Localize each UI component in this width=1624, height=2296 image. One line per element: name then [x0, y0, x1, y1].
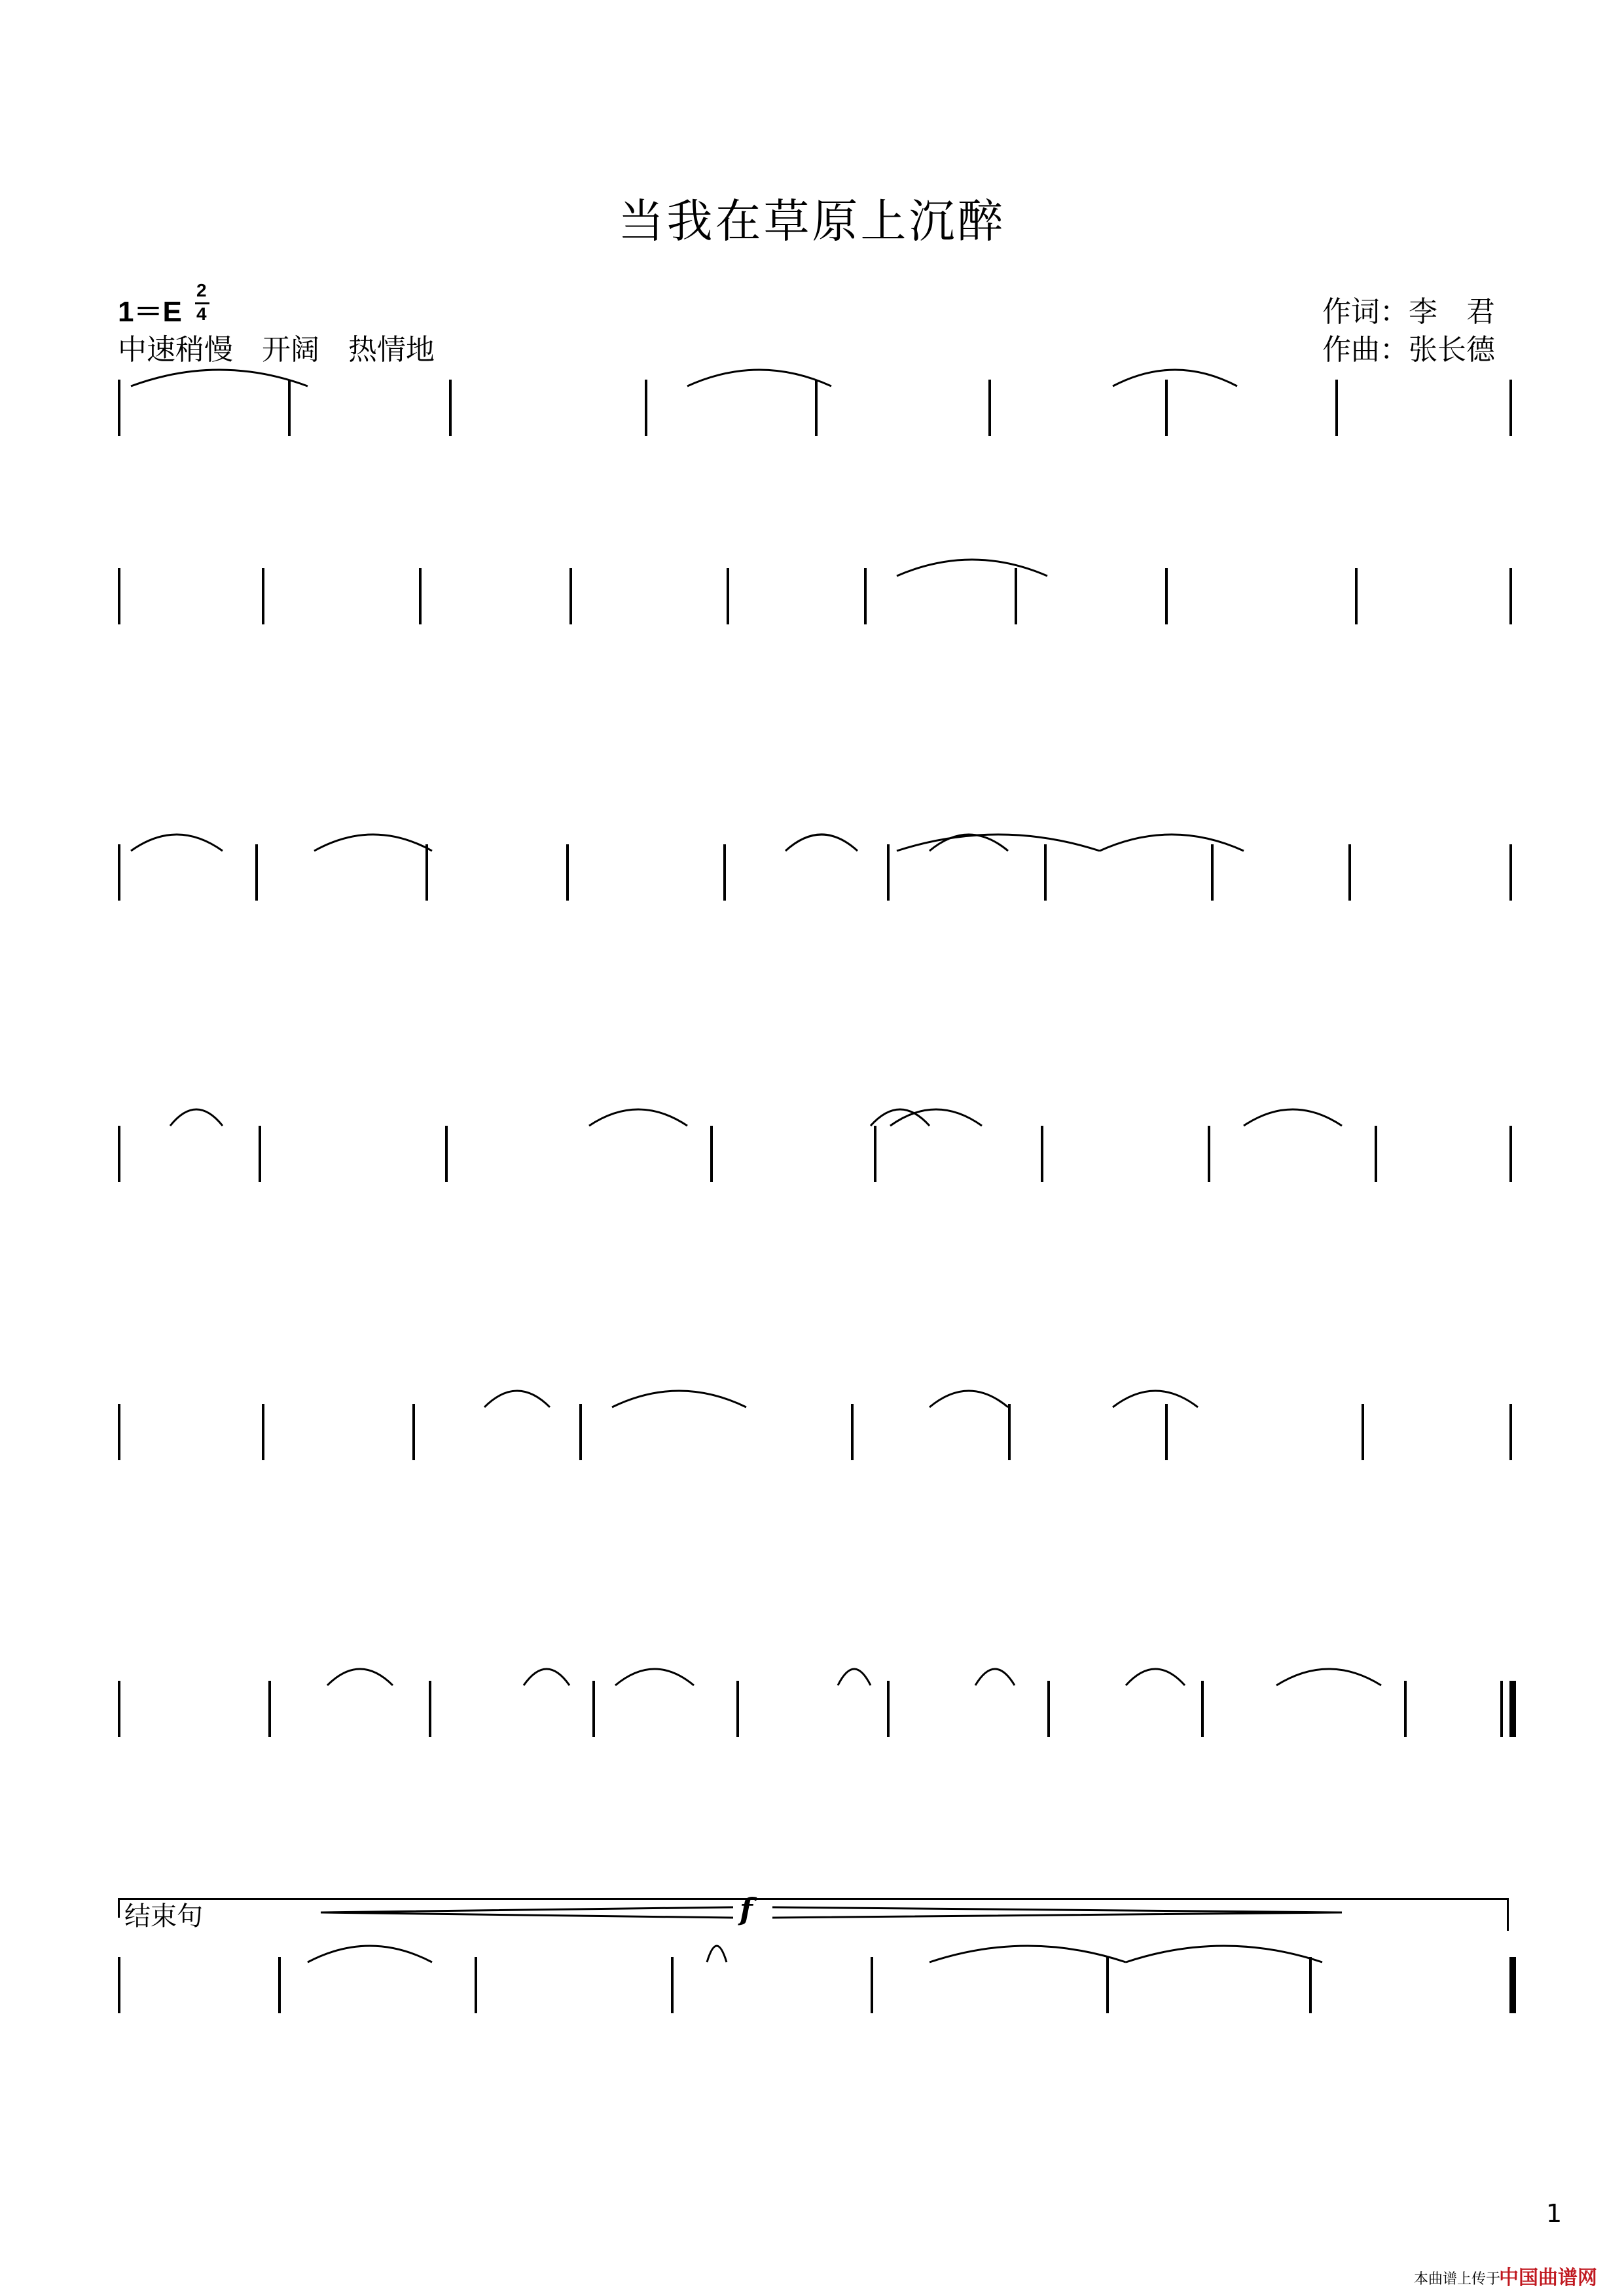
- bar-line: [671, 1957, 674, 2013]
- footer-text: 本曲谱上传于: [1414, 2271, 1501, 2287]
- lyricist-credit: 作词：李 君: [1322, 295, 1495, 329]
- page-number: 1: [1546, 2199, 1562, 2228]
- bar-line: [645, 380, 647, 436]
- bar-line: [429, 1681, 431, 1737]
- bar-line: [118, 380, 120, 436]
- bar-line: [815, 380, 818, 436]
- bar-line: [1335, 380, 1338, 436]
- bar-line: [259, 1126, 261, 1182]
- bar-line: [1509, 844, 1512, 901]
- time-signature-bottom: 4: [196, 304, 207, 324]
- bar-line: [1211, 844, 1214, 901]
- bar-line: [1165, 1404, 1168, 1460]
- bar-line: [1355, 568, 1358, 624]
- bar-line: [288, 380, 291, 436]
- footer-logo: 中国曲谱网: [1499, 2267, 1597, 2289]
- bar-line: [118, 568, 120, 624]
- bar-line: [1509, 1126, 1512, 1182]
- bar-line: [412, 1404, 415, 1460]
- bar-line: [118, 1126, 120, 1182]
- bar-line: [871, 1957, 873, 2013]
- ending-label: 结束句: [124, 1901, 203, 1931]
- bar-line: [118, 1681, 120, 1737]
- bar-line: [1362, 1404, 1364, 1460]
- bar-line: [723, 844, 726, 901]
- bar-line: [1165, 568, 1168, 624]
- ending-bracket-line: [118, 1898, 1509, 1900]
- bar-line: [449, 380, 452, 436]
- bar-line: [262, 568, 264, 624]
- dynamic-marking: f: [740, 1892, 753, 1927]
- bar-line: [1509, 1404, 1512, 1460]
- bar-line: [851, 1404, 854, 1460]
- bar-line: [864, 568, 867, 624]
- repeat-bar-thin: [1500, 1681, 1503, 1737]
- bar-line: [736, 1681, 739, 1737]
- time-signature-top: 2: [196, 280, 207, 300]
- page-title: 当我在草原上沉醉: [618, 194, 1006, 248]
- bar-line: [710, 1126, 713, 1182]
- key-signature: 1＝E: [118, 296, 182, 328]
- tempo-marking: 中速稍慢 开阔 热情地: [118, 333, 435, 367]
- bar-line: [874, 1126, 876, 1182]
- bar-line: [566, 844, 569, 901]
- bar-line: [1201, 1681, 1204, 1737]
- bar-line: [887, 1681, 890, 1737]
- bar-line: [262, 1404, 264, 1460]
- bar-line: [255, 844, 258, 901]
- composer-credit: 作曲：张长德: [1322, 333, 1495, 367]
- bar-line: [1509, 380, 1512, 436]
- bar-line: [445, 1126, 448, 1182]
- bar-line: [1165, 380, 1168, 436]
- bar-line: [475, 1957, 477, 2013]
- repeat-bar-thick: [1509, 1681, 1516, 1737]
- bar-line: [1375, 1126, 1377, 1182]
- bar-line: [1348, 844, 1351, 901]
- bar-line: [1008, 1404, 1011, 1460]
- bar-line: [1106, 1957, 1109, 2013]
- bar-line: [569, 568, 572, 624]
- bar-line: [278, 1957, 281, 2013]
- bar-line: [118, 1404, 120, 1460]
- bar-line: [1041, 1126, 1043, 1182]
- bar-line: [1015, 568, 1017, 624]
- bar-line: [988, 380, 991, 436]
- bar-line: [268, 1681, 271, 1737]
- bar-line: [727, 568, 729, 624]
- bar-line: [118, 1957, 120, 2013]
- bar-line: [579, 1404, 582, 1460]
- bar-line: [1404, 1681, 1407, 1737]
- bar-line: [1309, 1957, 1312, 2013]
- bar-line: [1509, 568, 1512, 624]
- bar-line: [118, 844, 120, 901]
- bar-line: [1044, 844, 1047, 901]
- bar-line: [887, 844, 890, 901]
- bar-line: [1208, 1126, 1210, 1182]
- bar-line: [592, 1681, 595, 1737]
- bar-line: [425, 844, 428, 901]
- final-bar-thick: [1509, 1957, 1516, 2013]
- bar-line: [1047, 1681, 1050, 1737]
- bar-line: [419, 568, 422, 624]
